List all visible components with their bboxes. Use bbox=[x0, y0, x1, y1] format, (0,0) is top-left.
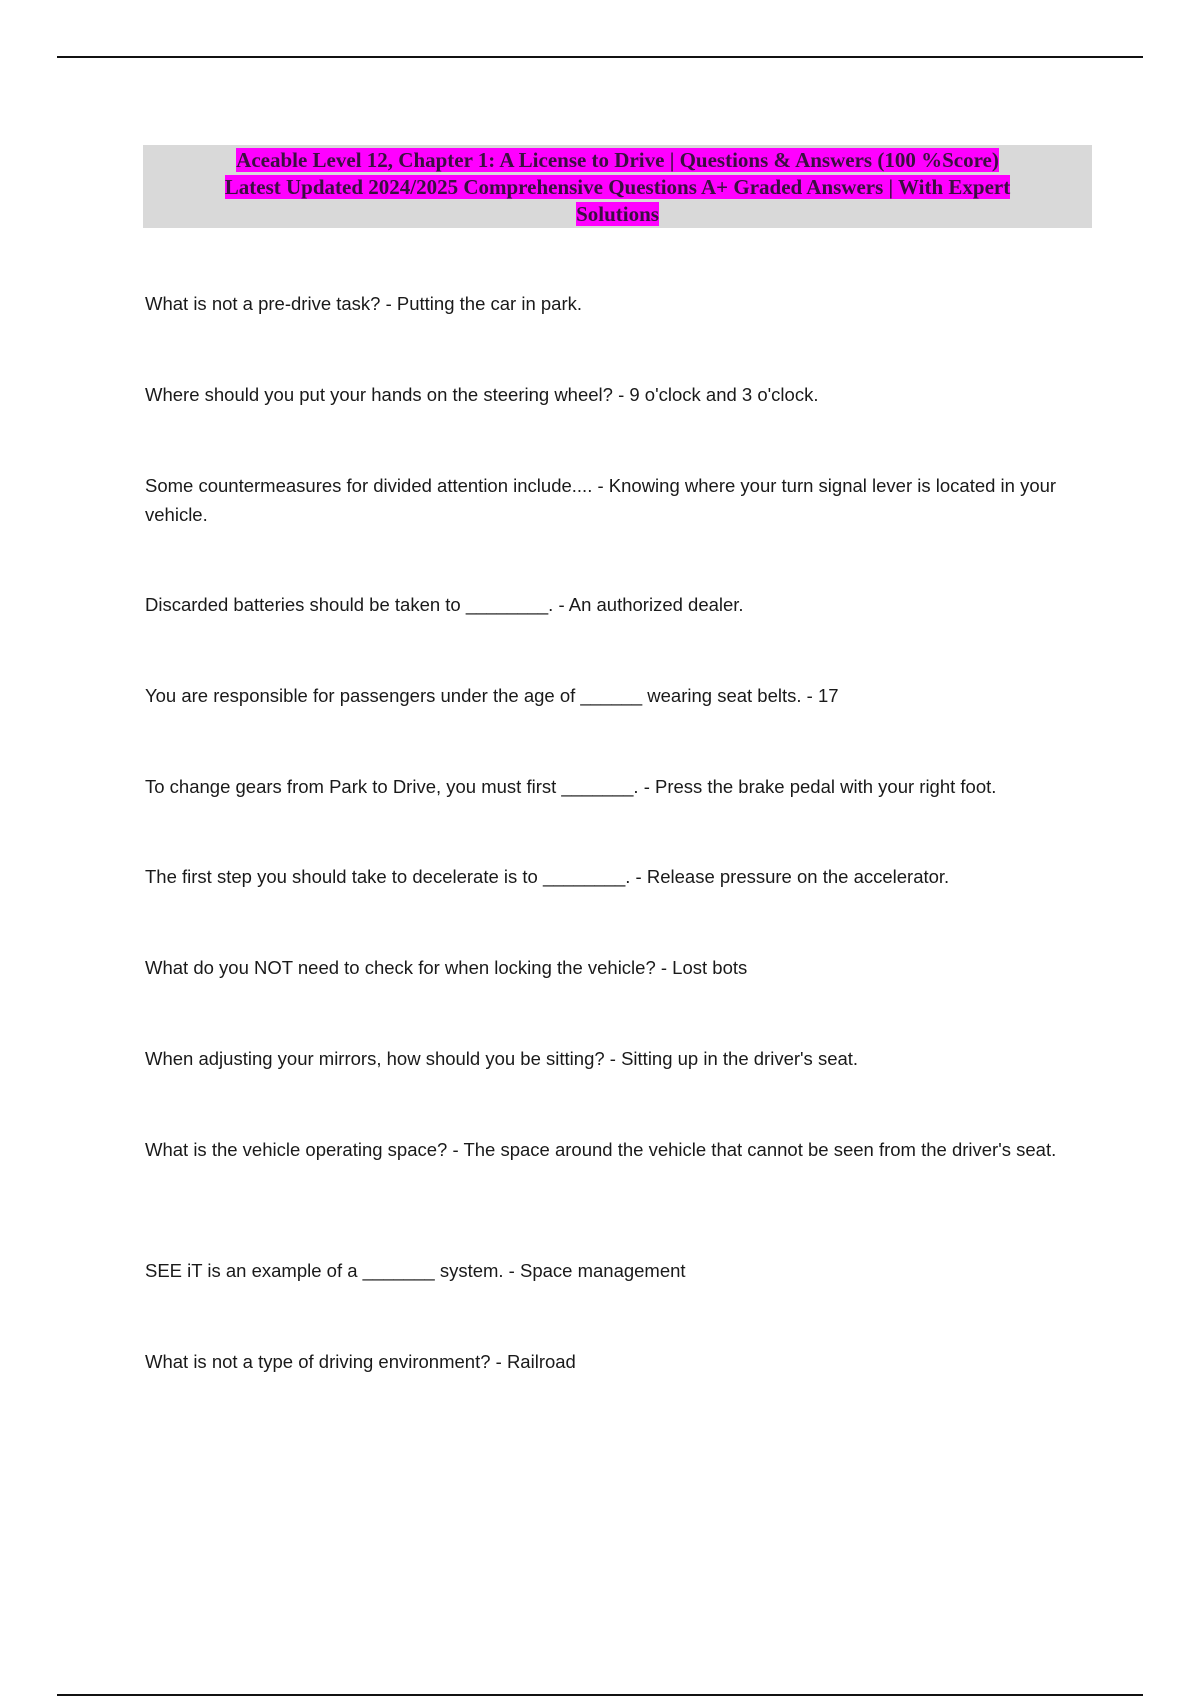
top-rule bbox=[57, 56, 1143, 58]
qa-item-11: SEE iT is an example of a _______ system. - Space management bbox=[145, 1260, 686, 1281]
qa-item-1: What is not a pre-drive task? - Putting the car in park. bbox=[145, 293, 582, 314]
qa-item-9: When adjusting your mirrors, how should you be sitting? - Sitting up in the driver's seat. bbox=[145, 1048, 859, 1069]
qa-item-6: To change gears from Park to Drive, you must first _______. - Press the brake pedal with your right foot. bbox=[145, 776, 997, 797]
qa-item-8: What do you NOT need to check for when locking the vehicle? - Lost bots bbox=[145, 957, 748, 978]
title-line-3: Solutions bbox=[576, 202, 659, 226]
qa-item-7: The first step you should take to decelerate is to ________. - Release pressure on the accelerator. bbox=[145, 866, 950, 887]
qa-item-2: Where should you put your hands on the steering wheel? - 9 o'clock and 3 o'clock. bbox=[145, 384, 819, 405]
qa-item-10: What is the vehicle operating space? - The space around the vehicle that cannot be seen from the driver's seat. bbox=[145, 1139, 1057, 1160]
title-line-1: Aceable Level 12, Chapter 1: A License to Drive | Questions & Answers (100 %Score) bbox=[236, 148, 999, 172]
qa-item-5: You are responsible for passengers under the age of ______ wearing seat belts. - 17 bbox=[145, 685, 839, 706]
qa-item-4: Discarded batteries should be taken to ________. - An authorized dealer. bbox=[145, 594, 744, 615]
title-banner bbox=[143, 145, 1092, 228]
qa-item-3: Some countermeasures for divided attention include.... - Knowing where your turn signal lever is located in your vehicle. bbox=[145, 475, 1057, 525]
qa-item-12: What is not a type of driving environment? - Railroad bbox=[145, 1351, 576, 1372]
title-line-2: Latest Updated 2024/2025 Comprehensive Questions A+ Graded Answers | With Expert bbox=[224, 175, 1011, 199]
document-title bbox=[143, 147, 1092, 228]
bottom-rule bbox=[57, 1694, 1143, 1696]
